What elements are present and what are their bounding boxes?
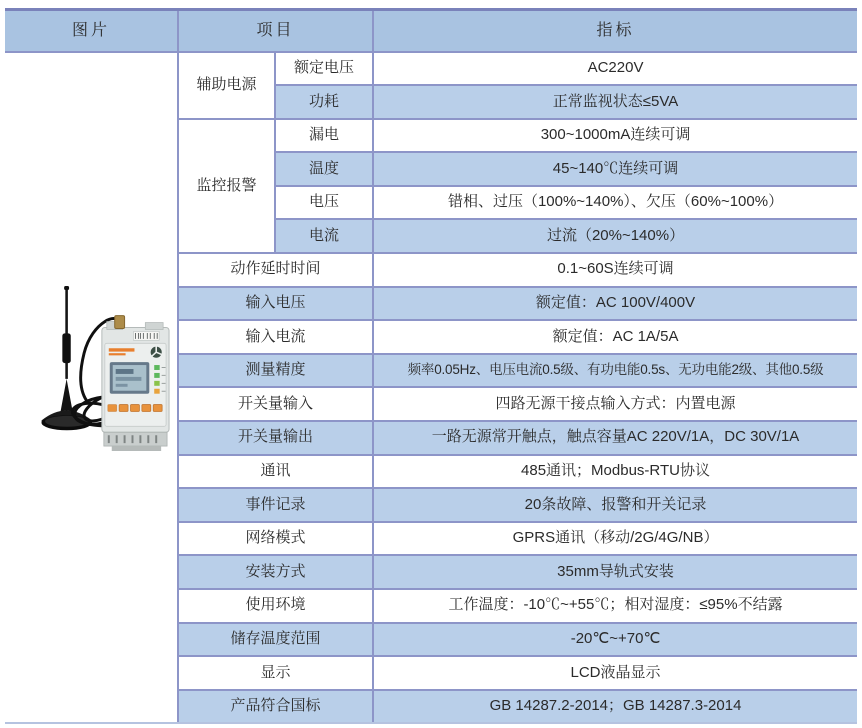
table-row (5, 52, 857, 86)
value-cell: 485通讯；Modbus-RTU协议 (373, 455, 857, 489)
value-cell: 一路无源常开触点，触点容量AC 220V/1A，DC 30V/1A (373, 421, 857, 455)
brand-mark (109, 349, 135, 352)
value-cell: 频率0.05Hz、电压电流0.5级、有功电能0.5s、无功电能2级、其他0.5级 (373, 354, 857, 388)
meter-buttons (108, 405, 162, 412)
value-cell: 0.1~60S连续可调 (373, 253, 857, 287)
value-cell: 35mm导轨式安装 (373, 555, 857, 589)
value-cell: 错相、过压（100%~140%）、欠压（60%~100%） (373, 186, 857, 220)
value-cell: 额定值：AC 100V/400V (373, 287, 857, 321)
item-cell: 开关量输入 (178, 387, 373, 421)
header-row (5, 10, 857, 52)
product-photo (9, 281, 173, 457)
product-image-cell (5, 52, 178, 724)
value-cell: GB 14287.2-2014；GB 14287.3-2014 (373, 690, 857, 724)
header-indicator: 指标 (373, 10, 857, 52)
value-cell: 四路无源干接点输入方式：内置电源 (373, 387, 857, 421)
product-photo-container (9, 281, 173, 457)
item-cell: 动作延时时间 (178, 253, 373, 287)
item-cell: 输入电压 (178, 287, 373, 321)
sub-item-cell: 额定电压 (275, 52, 373, 86)
item-cell: 安装方式 (178, 555, 373, 589)
sub-item-cell: 电压 (275, 186, 373, 220)
item-cell: 使用环境 (178, 589, 373, 623)
value-cell: 45~140℃连续可调 (373, 152, 857, 186)
item-cell: 事件记录 (178, 488, 373, 522)
header-item: 项目 (178, 10, 373, 52)
sub-item-cell: 漏电 (275, 119, 373, 153)
value-cell: 正常监视状态≤5VA (373, 85, 857, 119)
value-cell: 过流（20%~140%） (373, 219, 857, 253)
value-cell: -20℃~+70℃ (373, 623, 857, 657)
item-cell: 测量精度 (178, 354, 373, 388)
header-image: 图片 (5, 10, 178, 52)
item-cell: 产品符合国标 (178, 690, 373, 724)
value-cell: 300~1000mA连续可调 (373, 119, 857, 153)
value-cell: GPRS通讯（移动/2G/4G/NB） (373, 522, 857, 556)
spec-table (5, 8, 857, 724)
sub-item-cell: 温度 (275, 152, 373, 186)
value-cell: 20条故障、报警和开关记录 (373, 488, 857, 522)
sub-item-cell: 电流 (275, 219, 373, 253)
meter-device (102, 316, 169, 451)
value-cell: 工作温度：-10℃~+55℃；相对湿度：≤95%不结露 (373, 589, 857, 623)
item-cell: 显示 (178, 656, 373, 690)
group-cell-aux-power: 辅助电源 (178, 52, 275, 119)
group-cell-monitor-alarm: 监控报警 (178, 119, 275, 253)
value-cell: 额定值：AC 1A/5A (373, 320, 857, 354)
item-cell: 储存温度范围 (178, 623, 373, 657)
item-cell: 输入电流 (178, 320, 373, 354)
value-cell: LCD液晶显示 (373, 656, 857, 690)
item-cell: 网络模式 (178, 522, 373, 556)
sub-item-cell: 功耗 (275, 85, 373, 119)
item-cell: 开关量输出 (178, 421, 373, 455)
value-cell: AC220V (373, 52, 857, 86)
item-cell: 通讯 (178, 455, 373, 489)
